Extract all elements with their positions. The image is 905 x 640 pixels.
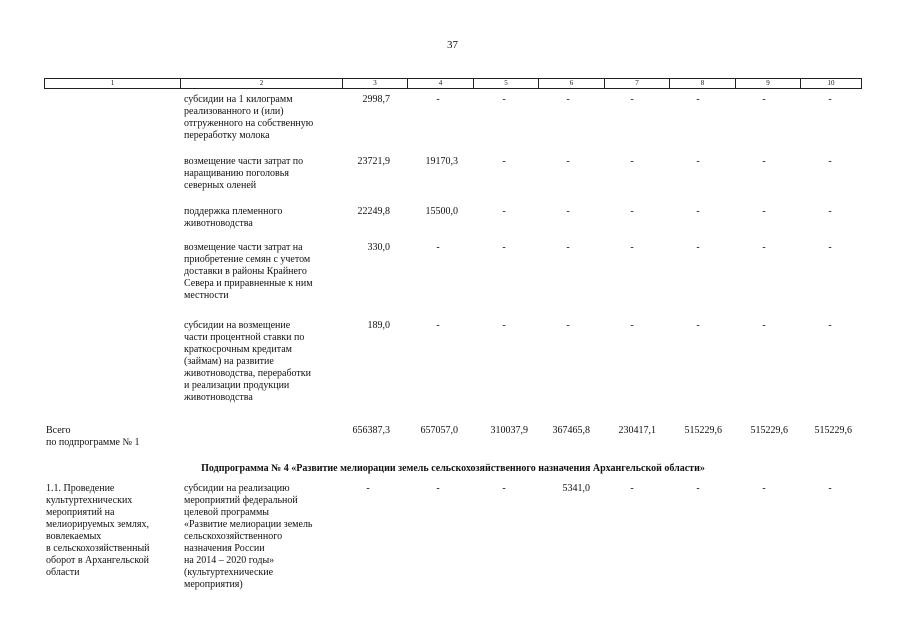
- activity-name: 1.1. Проведение культуртехнических мероприятий на мелиорируемых землях, вовлекаемых в сельскохозяйственный оборот в Архангельской области: [46, 483, 150, 578]
- value-cell: -: [828, 242, 832, 253]
- column-header-1: 1: [45, 79, 181, 88]
- value-cell: -: [696, 483, 700, 494]
- column-header-5: 5: [474, 79, 539, 88]
- value-cell: 5341,0: [562, 483, 590, 494]
- value-cell: -: [828, 483, 832, 494]
- value-cell: -: [502, 156, 506, 167]
- value-cell: -: [630, 206, 634, 217]
- total-value: 515229,6: [814, 425, 852, 436]
- row-description: субсидии на возмещение части процентной ставки по краткосрочным кредитам (займам) на развитие животноводства, переработки и реализации продукции животноводства: [184, 320, 311, 403]
- page-number: 37: [447, 39, 458, 51]
- column-header-6: 6: [539, 79, 605, 88]
- column-header-8: 8: [670, 79, 736, 88]
- total-value: 656387,3: [352, 425, 390, 436]
- value-cell: -: [762, 206, 766, 217]
- value-cell: -: [630, 156, 634, 167]
- row-description: возмещение части затрат по наращиванию поголовья северных оленей: [184, 156, 304, 191]
- value-cell: -: [436, 320, 440, 331]
- value-cell: 15500,0: [425, 206, 458, 217]
- value-cell: 19170,3: [425, 156, 458, 167]
- total-value: 367465,8: [552, 425, 590, 436]
- column-header-10: 10: [827, 79, 835, 87]
- value-cell: -: [502, 94, 506, 105]
- total-value: 515229,6: [684, 425, 722, 436]
- value-cell: -: [828, 206, 832, 217]
- column-header-4: 4: [408, 79, 474, 88]
- column-header-9: 9: [736, 79, 801, 88]
- value-cell: 22249,8: [357, 206, 390, 217]
- value-cell: -: [762, 242, 766, 253]
- value-cell: -: [630, 483, 634, 494]
- value-cell: -: [502, 483, 506, 494]
- value-cell: -: [566, 156, 570, 167]
- total-value: 657057,0: [420, 425, 458, 436]
- column-number-header: [44, 78, 862, 89]
- value-cell: 330,0: [367, 242, 390, 253]
- total-value: 515229,6: [750, 425, 788, 436]
- value-cell: -: [436, 483, 440, 494]
- value-cell: -: [762, 320, 766, 331]
- column-header-7: 7: [605, 79, 670, 88]
- value-cell: -: [630, 320, 634, 331]
- value-cell: -: [696, 320, 700, 331]
- value-cell: -: [566, 94, 570, 105]
- value-cell: -: [696, 156, 700, 167]
- value-cell: -: [762, 156, 766, 167]
- value-cell: 2998,7: [362, 94, 390, 105]
- subprogram-heading: Подпрограмма № 4 «Развитие мелиорации земель сельскохозяйственного назначения Архангельской области»: [201, 463, 705, 474]
- value-cell: -: [828, 320, 832, 331]
- value-cell: -: [696, 242, 700, 253]
- value-cell: -: [502, 320, 506, 331]
- value-cell: -: [696, 206, 700, 217]
- value-cell: -: [762, 483, 766, 494]
- total-value: 310037,9: [490, 425, 528, 436]
- value-cell: -: [696, 94, 700, 105]
- value-cell: -: [828, 94, 832, 105]
- value-cell: -: [566, 320, 570, 331]
- value-cell: -: [502, 242, 506, 253]
- column-header-2: 2: [181, 79, 343, 88]
- value-cell: -: [436, 242, 440, 253]
- total-label: Всего по подпрограмме № 1: [46, 425, 140, 448]
- value-cell: -: [762, 94, 766, 105]
- value-cell: -: [828, 156, 832, 167]
- row-description: субсидии на 1 килограмм реализованного и (или) отгруженного на собственную переработку молока: [184, 94, 314, 141]
- value-cell: -: [502, 206, 506, 217]
- row-description: поддержка племенного животноводства: [184, 206, 283, 229]
- value-cell: -: [630, 94, 634, 105]
- value-cell: -: [436, 94, 440, 105]
- activity-description: субсидии на реализацию мероприятий федеральной целевой программы «Развитие мелиорации земель сельскохозяйственного назначения России на 2014 – 2020 годы» (культуртехнические мероприятия): [184, 483, 313, 590]
- value-cell: 23721,9: [357, 156, 390, 167]
- value-cell: 189,0: [367, 320, 390, 331]
- row-description: возмещение части затрат на приобретение семян с учетом доставки в районы Крайнего Севера и приравненные к ним местности: [184, 242, 313, 301]
- total-value: 230417,1: [618, 425, 656, 436]
- value-cell: -: [566, 242, 570, 253]
- column-header-3: 3: [343, 79, 408, 88]
- value-cell: -: [630, 242, 634, 253]
- value-cell: -: [566, 206, 570, 217]
- value-cell: -: [366, 483, 370, 494]
